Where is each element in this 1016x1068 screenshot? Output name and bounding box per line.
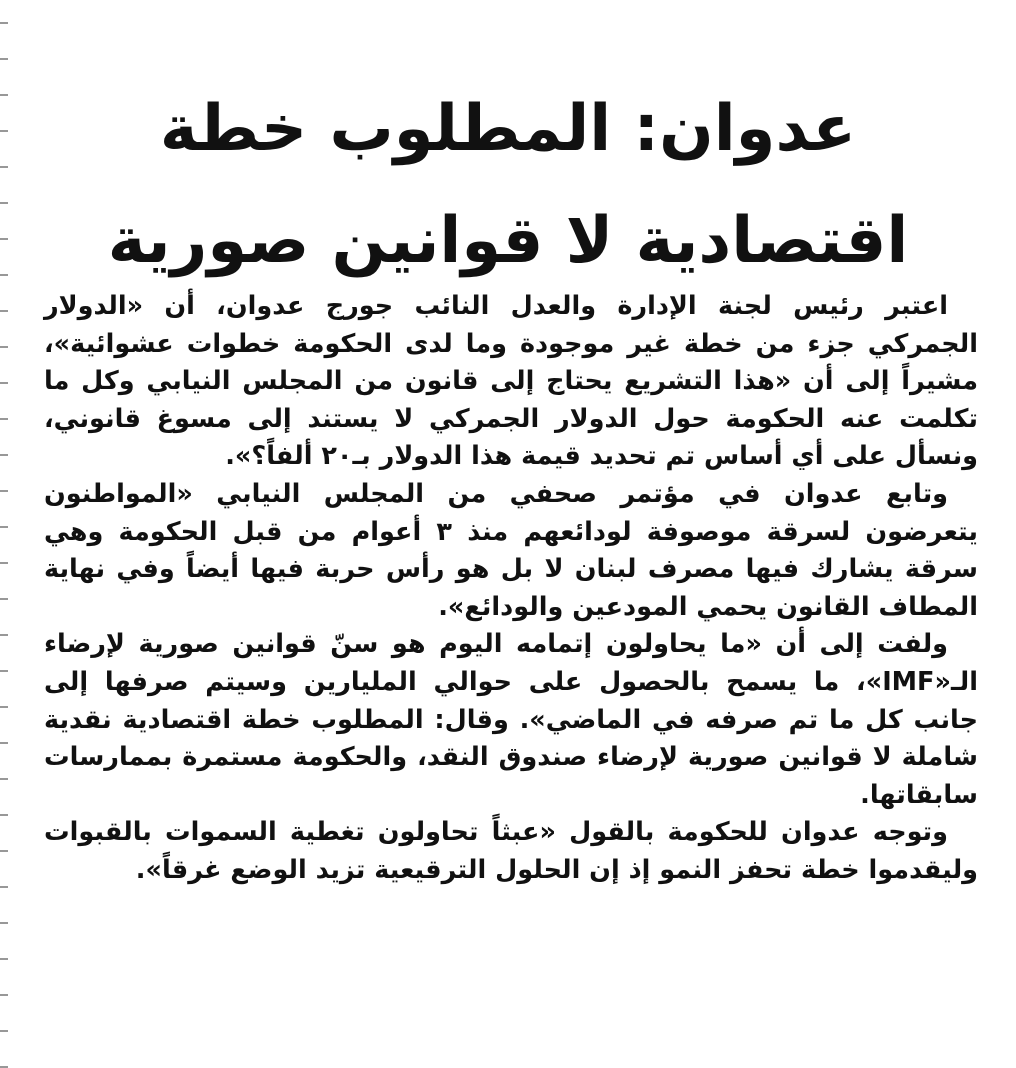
article-paragraph-4: وتوجه عدوان للحكومة بالقول «عبثاً تحاولون تغطية السموات بالقبوات وليقدموا خطة تحفز النمو إذ إن الحلول الترقيعية تزيد الوضع غرقاً». (44, 817, 978, 885)
page-edge-marks (0, 0, 8, 1068)
article-paragraph-3: ولفت إلى أن «ما يحاولون إتمامه اليوم هو سنّ قوانين صورية لإرضاء الـ«IMF»، ما يسمح بالحصول على حوالي المليارين وسيتم صرفها إلى جانب كل ما تم صرفه في الماضي». وقال: المطلوب خطة اقتصادية نقدية شاملة لا قوانين صورية لإرضاء صندوق النقد، والحكومة مستمرة بممارسات سابقاتها. (44, 629, 978, 810)
article-paragraph-1: اعتبر رئيس لجنة الإدارة والعدل النائب جورج عدوان، أن «الدولار الجمركي جزء من خطة غير موجودة وما لدى الحكومة خطوات عشوائية»، مشيراً إلى أن «هذا التشريع يحتاج إلى قانون من المجلس النيابي وكل ما تكلمت عنه الحكومة حول الدولار الجمركي لا يستند إلى مسوغ قانوني، ونسأل على أي أساس تم تحديد قيمة هذا الدولار بـ٢٠ ألفاً؟». (44, 291, 978, 472)
headline-line-1: عدوان: المطلوب خطة (159, 91, 857, 166)
article-headline (40, 73, 976, 297)
article-paragraph-2: وتابع عدوان في مؤتمر صحفي من المجلس النيابي «المواطنون يتعرضون لسرقة موصوفة لودائعهم منذ ٣ أعوام من قبل الحكومة وهي سرقة يشارك فيها مصرف لبنان لا بل هو رأس حربة فيها أيضاً وفي نهاية المطاف القانون يحمي المودعين والودائع». (44, 478, 978, 622)
headline-line-2: اقتصادية لا قوانين صورية (107, 203, 909, 278)
article-body (44, 288, 978, 890)
